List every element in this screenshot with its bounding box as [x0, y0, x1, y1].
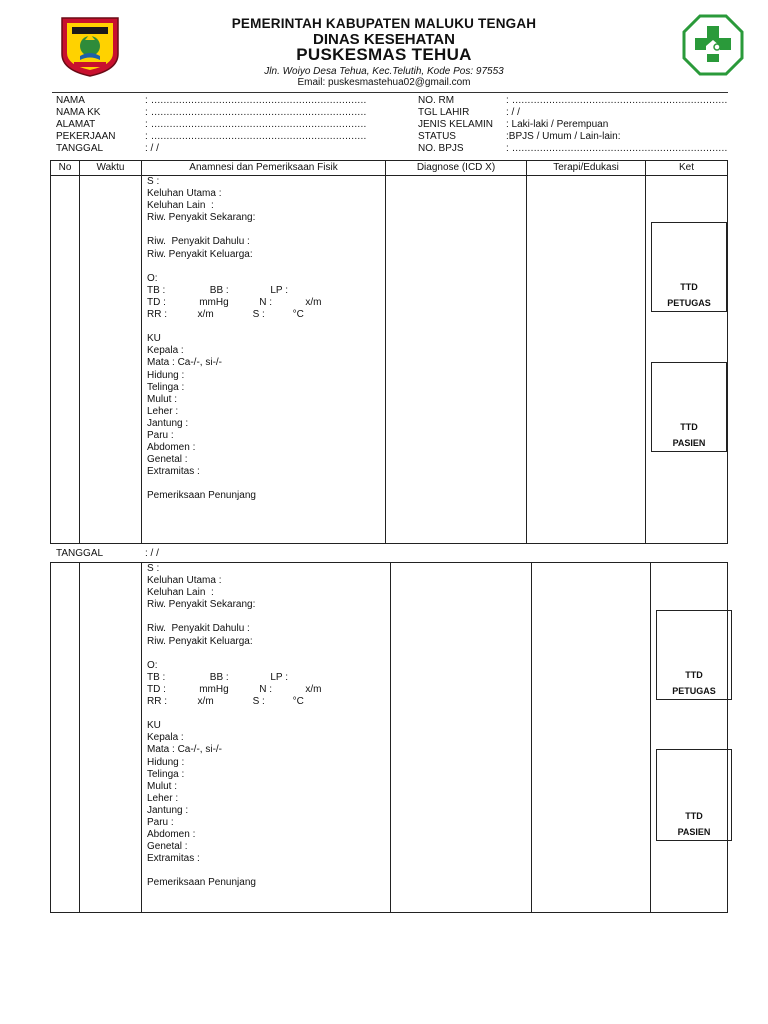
table-row	[51, 176, 728, 544]
cell-anamnesis[interactable]: S : Keluhan Utama : Keluhan Lain : Riw. Penyakit Sekarang: Riw. Penyakit Dahulu : Riw. Penyakit Keluarga: O: TB : BB : LP : TD : mmHg N : x/m RR : x/m S : °C KU Kepala : Mata : Ca-/-, si-/- Hidung : Telinga : Mulut : Leher : Jantung : Paru : Abdomen : Genetal : Extramitas : Pemeriksaan Penunjang	[142, 176, 386, 544]
identity-value-tgl-lahir: : / /	[506, 107, 520, 118]
ttd-petugas-line2: PETUGAS	[672, 686, 716, 696]
header-email: Email: puskesmastehua02@gmail.com	[297, 77, 471, 88]
identity-value-nama-kk: : ......................................................................	[145, 107, 367, 118]
identity-label-no-bpjs: NO. BPJS	[418, 143, 464, 154]
col-diagnose: Diagnose (ICD X)	[386, 161, 527, 176]
ttd-petugas-line1: TTD	[685, 670, 703, 680]
cell-waktu[interactable]	[80, 176, 142, 544]
cell-no[interactable]	[51, 563, 80, 913]
header-address: Jln. Woiyo Desa Tehua, Kec.Telutih, Kode Pos: 97553	[264, 66, 504, 77]
identity-label-nama-kk: NAMA KK	[56, 107, 101, 118]
col-no: No	[51, 161, 80, 176]
col-terapi: Terapi/Edukasi	[527, 161, 646, 176]
identity-value-jenis-kelamin: : Laki-laki / Perempuan	[506, 119, 609, 130]
tanggal-label-2: TANGGAL	[56, 548, 104, 559]
identity-value-tanggal: : / /	[145, 143, 159, 154]
tanggal-value-2: : / /	[145, 548, 159, 559]
ttd-petugas-line2: PETUGAS	[667, 298, 711, 308]
ttd-petugas-box[interactable]	[656, 610, 732, 700]
table-header-row	[51, 161, 728, 176]
table-row	[51, 563, 728, 913]
ttd-pasien-line1: TTD	[685, 811, 703, 821]
identity-value-no-rm: : ......................................................................	[506, 95, 728, 106]
cell-diagnose[interactable]	[391, 563, 532, 913]
identity-label-jenis-kelamin: JENIS KELAMIN	[418, 119, 494, 130]
header-puskesmas: PUSKESMAS TEHUA	[296, 45, 472, 64]
cell-waktu[interactable]	[80, 563, 142, 913]
cell-terapi[interactable]	[527, 176, 646, 544]
identity-label-pekerjaan: PEKERJAAN	[56, 131, 116, 142]
ttd-pasien-line2: PASIEN	[672, 438, 706, 448]
ttd-petugas-box[interactable]	[651, 222, 727, 312]
ttd-pasien-line1: TTD	[680, 422, 698, 432]
cell-anamnesis[interactable]: S : Keluhan Utama : Keluhan Lain : Riw. Penyakit Sekarang: Riw. Penyakit Dahulu : Riw. Penyakit Keluarga: O: TB : BB : LP : TD : mmHg N : x/m RR : x/m S : °C KU Kepala : Mata : Ca-/-, si-/- Hidung : Telinga : Mulut : Leher : Jantung : Paru : Abdomen : Genetal : Extramitas : Pemeriksaan Penunjang	[142, 563, 391, 913]
ttd-pasien-box[interactable]	[656, 749, 732, 841]
identity-value-nama: : ......................................................................	[145, 95, 367, 106]
identity-value-pekerjaan: : ......................................................................	[145, 131, 367, 142]
ttd-pasien-box[interactable]	[651, 362, 727, 452]
exam-record-table-2	[50, 562, 728, 913]
identity-label-nama: NAMA	[56, 95, 85, 106]
identity-label-no-rm: NO. RM	[418, 95, 455, 106]
header-divider	[52, 92, 728, 93]
header-government: PEMERINTAH KABUPATEN MALUKU TENGAH	[231, 16, 537, 31]
ttd-petugas-line1: TTD	[680, 282, 698, 292]
cell-no[interactable]	[51, 176, 80, 544]
ttd-pasien-line2: PASIEN	[677, 827, 711, 837]
cell-ket	[646, 176, 728, 544]
identity-value-status: :BPJS / Umum / Lain-lain:	[506, 131, 621, 142]
cell-ket	[651, 563, 728, 913]
col-anamnesi: Anamnesi dan Pemeriksaan Fisik	[142, 161, 386, 176]
col-waktu: Waktu	[80, 161, 142, 176]
identity-value-no-bpjs: : ......................................................................	[506, 143, 728, 154]
identity-value-alamat: : ......................................................................	[145, 119, 367, 130]
cell-terapi[interactable]	[532, 563, 651, 913]
cell-diagnose[interactable]	[386, 176, 527, 544]
identity-label-tanggal: TANGGAL	[56, 143, 104, 154]
identity-label-alamat: ALAMAT	[56, 119, 96, 130]
header-department: DINAS KESEHATAN	[313, 31, 455, 48]
exam-record-table-1	[50, 160, 728, 544]
col-ket: Ket	[646, 161, 728, 176]
identity-label-tgl-lahir: TGL LAHIR	[418, 107, 470, 118]
identity-label-status: STATUS	[418, 131, 456, 142]
